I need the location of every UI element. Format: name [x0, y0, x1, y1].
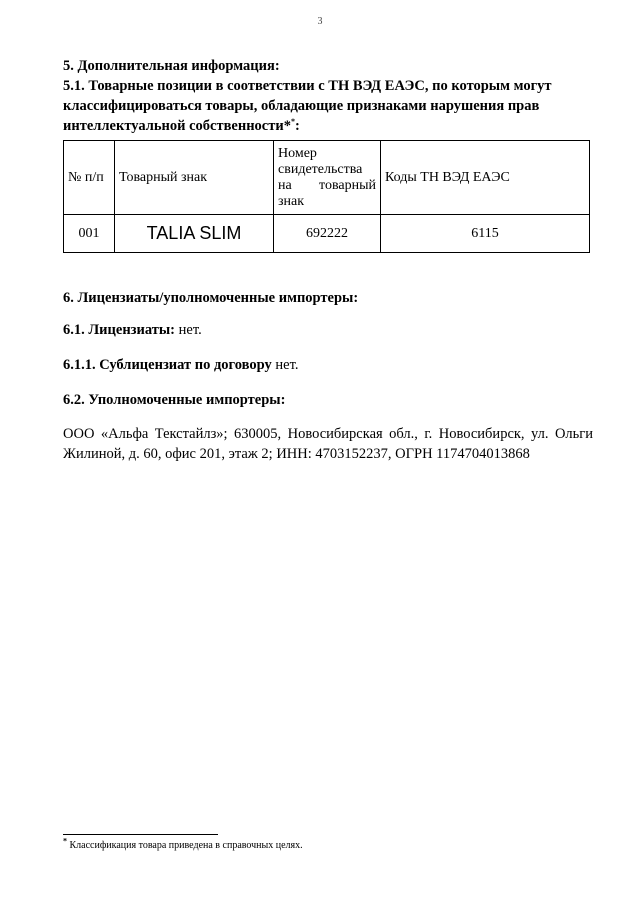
header-cert: Номер свидетельства на товарный знак	[274, 141, 381, 215]
footnote-divider	[63, 834, 218, 835]
footnote-mark: *	[63, 836, 67, 846]
table-row	[64, 215, 590, 253]
section-5-1-line-1	[63, 76, 595, 96]
row-cert: 692222	[274, 215, 381, 253]
row-num: 001	[64, 215, 115, 253]
section-5-1-text-3: интеллектуальной собственности*	[63, 118, 291, 134]
section-5-1-colon: :	[294, 118, 300, 134]
section-5-1-line-2: классифицироваться товары, обладающие признаками нарушения прав	[63, 98, 540, 114]
section-5-1-number: 5.1.	[63, 78, 85, 94]
section-5-title: 5. Дополнительная информация:	[63, 58, 280, 74]
footnote	[63, 836, 303, 851]
section-6-1-1	[63, 355, 298, 375]
licensees-label: 6.1. Лицензиаты:	[63, 322, 176, 338]
section-5-heading	[63, 56, 595, 136]
footnote-text: Классификация товара приведена в справочных целях.	[67, 840, 303, 851]
header-num: № п/п	[64, 141, 115, 215]
table-header-row	[64, 141, 590, 215]
section-6-1	[63, 320, 202, 340]
section-5-1-line-3	[63, 116, 595, 136]
header-mark: Товарный знак	[115, 141, 274, 215]
importer-text: ООО «Альфа Текстайлз»; 630005, Новосибирская обл., г. Новосибирск, ул. Ольги Жилиной, д. 60, офис 201, этаж 2; ИНН: 4703152237, ОГРН 1174704013868	[63, 426, 593, 462]
sublicensee-value: нет.	[271, 357, 299, 373]
sublicensee-label: 6.1.1. Сублицензиат по договору	[63, 357, 272, 373]
trademark-table	[63, 140, 590, 253]
header-codes: Коды ТН ВЭД ЕАЭС	[381, 141, 590, 215]
row-mark: TALIA SLIM	[115, 215, 274, 253]
licensees-value: нет.	[175, 322, 202, 338]
section-6-2-title: 6.2. Уполномоченные импортеры:	[63, 392, 286, 408]
section-6-title: 6. Лицензиаты/уполномоченные импортеры:	[63, 290, 359, 306]
row-codes: 6115	[381, 215, 590, 253]
section-5-1-sup: *	[290, 117, 295, 127]
section-5-1-text-1: Товарные позиции в соответствии с ТН ВЭД ЕАЭС, по которым могут	[88, 78, 552, 94]
page-number: 3	[317, 16, 323, 27]
